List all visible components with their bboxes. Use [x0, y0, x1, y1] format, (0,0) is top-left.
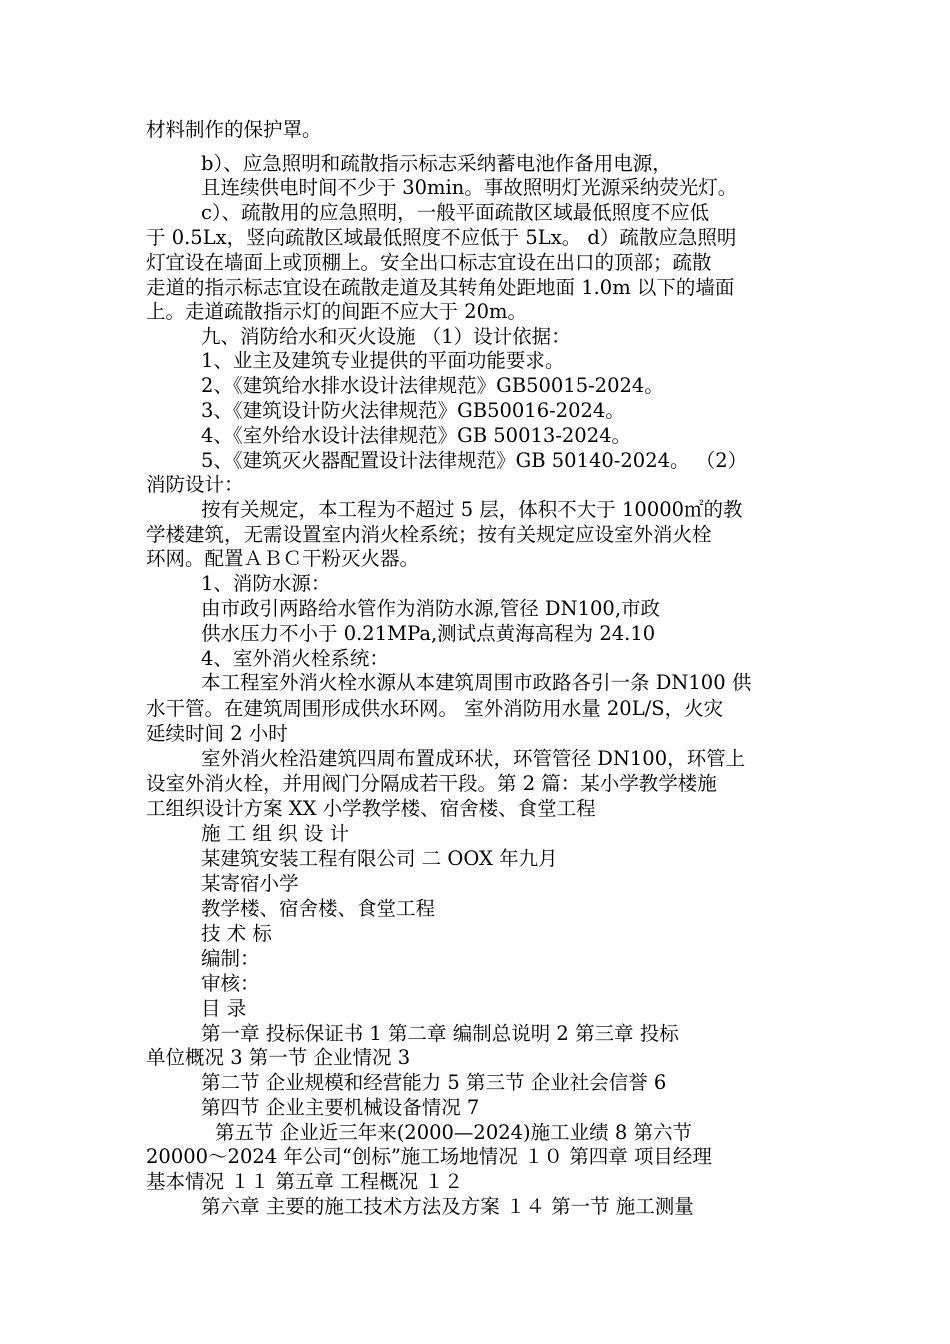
text-line: 消防设计： — [146, 473, 244, 496]
text-line: 供水压力不小于 0.21MPa,测试点黄海高程为 24.10 — [201, 622, 656, 645]
text-line: 目 录 — [201, 997, 247, 1020]
text-line: 单位概况 3 第一节 企业情况 3 — [146, 1046, 411, 1069]
text-line: c）、疏散用的应急照明，一般平面疏散区域最低照度不应低 — [201, 201, 710, 224]
text-line: 技 术 标 — [201, 922, 272, 945]
text-line: 灯宜设在墙面上或顶棚上。安全出口标志宜设在出口的顶部；疏散 — [146, 251, 712, 274]
text-line: 水干管。在建筑周围形成供水环网。 室外消防用水量 20L/S，火灾 — [146, 697, 724, 720]
text-line: 3、《建筑设计防火法律规范》GB50016-2024。 — [201, 399, 625, 422]
text-line: 某寄宿小学 — [201, 872, 299, 895]
text-line: 4、《室外给水设计法律规范》GB 50013-2024。 — [201, 424, 632, 447]
text-line: 延续时间 2 小时 — [146, 722, 288, 745]
text-line: 按有关规定，本工程为不超过 5 层，体积不大于 10000㎡的教 — [201, 498, 743, 521]
text-line: 环网。配置ＡＢＣ干粉灭火器。 — [146, 547, 420, 570]
text-line: 工组织设计方案 XX 小学教学楼、宿舍楼、食堂工程 — [146, 797, 596, 820]
text-line: 教学楼、宿舍楼、食堂工程 — [201, 897, 436, 920]
text-line: 第二节 企业规模和经营能力 5 第三节 企业社会信誉 6 — [201, 1071, 667, 1094]
text-line: 于 0.5Lx，竖向疏散区域最低照度不应低于 5Lx。 d）疏散应急照明 — [146, 226, 737, 249]
text-line: 审核： — [201, 972, 260, 995]
text-line: 由市政引两路给水管作为消防水源,管径 DN100,市政 — [201, 597, 661, 620]
text-line: 上。走道疏散指示灯的间距不应大于 20m。 — [146, 300, 528, 323]
text-line: 编制： — [201, 947, 260, 970]
text-line: 第六章 主要的施工技术方法及方案 １４ 第一节 施工测量 — [201, 1195, 694, 1218]
text-line: 1、业主及建筑专业提供的平面功能要求。 — [201, 349, 565, 372]
text-line: 本工程室外消火栓水源从本建筑周围市政路各引一条 DN100 供 — [201, 671, 752, 694]
text-line: 2、《建筑给水排水设计法律规范》GB50015-2024。 — [201, 374, 664, 397]
text-line: 20000～2024 年公司“创标”施工场地情况 １０ 第四章 项目经理 — [146, 1145, 712, 1168]
text-line: 九、消防给水和灭火设施 （1）设计依据： — [201, 325, 571, 348]
text-line: 学楼建筑，无需设置室内消火栓系统；按有关规定应设室外消火栓 — [146, 523, 712, 546]
text-line: b）、应急照明和疏散指示标志采纳蓄电池作备用电源， — [201, 152, 672, 175]
text-line: 且连续供电时间不少于 30min。事故照明灯光源采纳荧光灯。 — [201, 176, 738, 199]
text-line: 走道的指示标志宜设在疏散走道及其转角处距地面 1.0m 以下的墙面 — [146, 276, 735, 299]
text-line: 5、《建筑灭火器配置设计法律规范》GB 50140-2024。 （2） — [201, 449, 748, 472]
text-line: 某建筑安装工程有限公司 二 OOX 年九月 — [201, 847, 558, 870]
text-line: 4、室外消火栓系统： — [201, 647, 389, 670]
text-line: 施 工 组 织 设 计 — [201, 822, 349, 845]
text-line: 室外消火栓沿建筑四周布置成环状，环管管径 DN100，环管上 — [201, 747, 746, 770]
text-line: 材料制作的保护罩。 — [146, 118, 322, 141]
text-line: 1、消防水源： — [201, 572, 331, 595]
text-line: 第四节 企业主要机械设备情况 7 — [201, 1096, 480, 1119]
text-line: 基本情况 １１ 第五章 工程概况 １２ — [146, 1170, 464, 1193]
text-line: 设室外消火栓，并用阀门分隔成若干段。第 2 篇：某小学教学楼施 — [146, 772, 717, 795]
text-line: 第五节 企业近三年来(2000—2024)施工业绩 8 第六节 — [215, 1121, 692, 1144]
text-line: 第一章 投标保证书 1 第二章 编制总说明 2 第三章 投标 — [201, 1022, 679, 1045]
